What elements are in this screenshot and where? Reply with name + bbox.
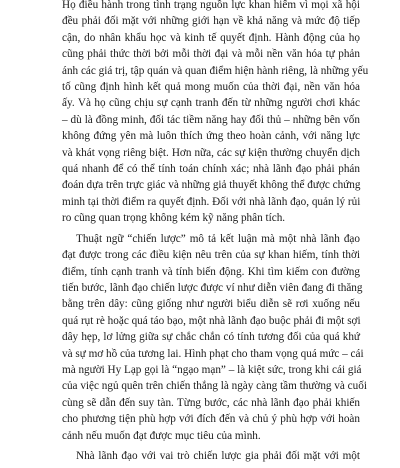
text-line: ánh các giá trị, tập quán và quan điểm hiện hành riêng, là những yếu bbox=[62, 64, 369, 77]
text-line: đều phải đối mặt với những giới hạn về khả năng và mức độ tiếp bbox=[62, 15, 360, 28]
text-line: và sự mơ hồ của tương lai. Hình phạt cho tham vọng quá mức – cái bbox=[62, 347, 364, 360]
text-line: – dù là đồng minh, đối tác tiềm năng hay đối thủ – những bên vốn bbox=[62, 113, 360, 126]
text-line: cận, do nhân khẩu học và kinh tế quyết định. Hành động của họ bbox=[62, 31, 360, 44]
paragraph-1 bbox=[62, 0, 369, 227]
text-line: dây hẹp, lơ lửng giữa sự chắc chắn có tính tương đối của quá khứ bbox=[62, 331, 360, 344]
text-line: tiến bước, lãnh đạo chiến lược được ví như diễn viên đang đi thăng bbox=[62, 281, 363, 294]
text-line: quá rụt rè hoặc quá táo bạo, một nhà lãnh đạo buộc phải đi một sợi bbox=[62, 314, 361, 327]
text-line: ro cũng quan trọng không kém kỹ năng phân tích. bbox=[62, 212, 286, 225]
text-line: của việc ngủ quên trên chiến thắng là ngày càng tầm thường và cuối bbox=[62, 380, 367, 393]
text-line: ấy. Và họ cũng chịu sự cạnh tranh đến từ những người chơi khác bbox=[62, 97, 360, 110]
paragraph-3 bbox=[62, 448, 360, 464]
text-line: điểm, tính cạnh tranh và tính biến động. Khi tìm kiếm con đường bbox=[62, 265, 360, 278]
text-line: đoán dựa trên trực giác và những giả thuyết không thể được chứng bbox=[62, 179, 361, 192]
text-line: minh tại thời điểm ra quyết định. Đối với nhà lãnh đạo, quản lý rủi bbox=[62, 195, 361, 208]
text-line: bằng trên dây: cũng giống như người biểu diễn sẽ rơi xuống nếu bbox=[62, 298, 360, 311]
text-line: đạt được trong các điều kiện nêu trên của sự khan hiếm, tính thời bbox=[62, 249, 360, 262]
text-line: Nhà lãnh đạo với vai trò chiến lược gia phải đối mặt với một bbox=[76, 449, 360, 462]
text-line: tố cũng định hình kết quả mong muốn của thời đại, nền văn hóa bbox=[62, 81, 360, 94]
text-line: Họ điều hành trong tình trạng nguồn lực khan hiếm vì mọi xã hội bbox=[62, 0, 360, 11]
paragraph-2 bbox=[62, 231, 367, 444]
text-line: không đứng yên mà luôn thích ứng theo hoàn cảnh, với năng lực bbox=[62, 130, 360, 143]
text-line: cho phương tiện phù hợp với đích đến và chủ ý phù hợp với hoàn bbox=[62, 413, 360, 426]
text-line: cùng sẽ dẫn đến suy tàn. Từng bước, các nhà lãnh đạo phải khiến bbox=[62, 396, 360, 409]
text-line: cảnh nếu muốn đạt được mục tiêu của mình. bbox=[62, 429, 261, 442]
text-line: Thuật ngữ “chiến lược” mô tả kết luận mà một nhà lãnh đạo bbox=[76, 232, 360, 245]
text-line: quá nhanh để có thể tính toán chính xác; nhà lãnh đạo phải phán bbox=[62, 163, 360, 176]
text-line: mà người Hy Lạp gọi là “ngạo mạn” – là kiệt sức, trong khi cái giá bbox=[62, 363, 362, 376]
text-line: cũng phải thức thời bởi mỗi thời đại và mỗi nền văn hóa tự phản bbox=[62, 48, 360, 61]
text-line: và khát vọng riêng biệt. Hơn nữa, các sự kiện thường chuyển dịch bbox=[62, 146, 360, 159]
body-text bbox=[62, 0, 369, 468]
